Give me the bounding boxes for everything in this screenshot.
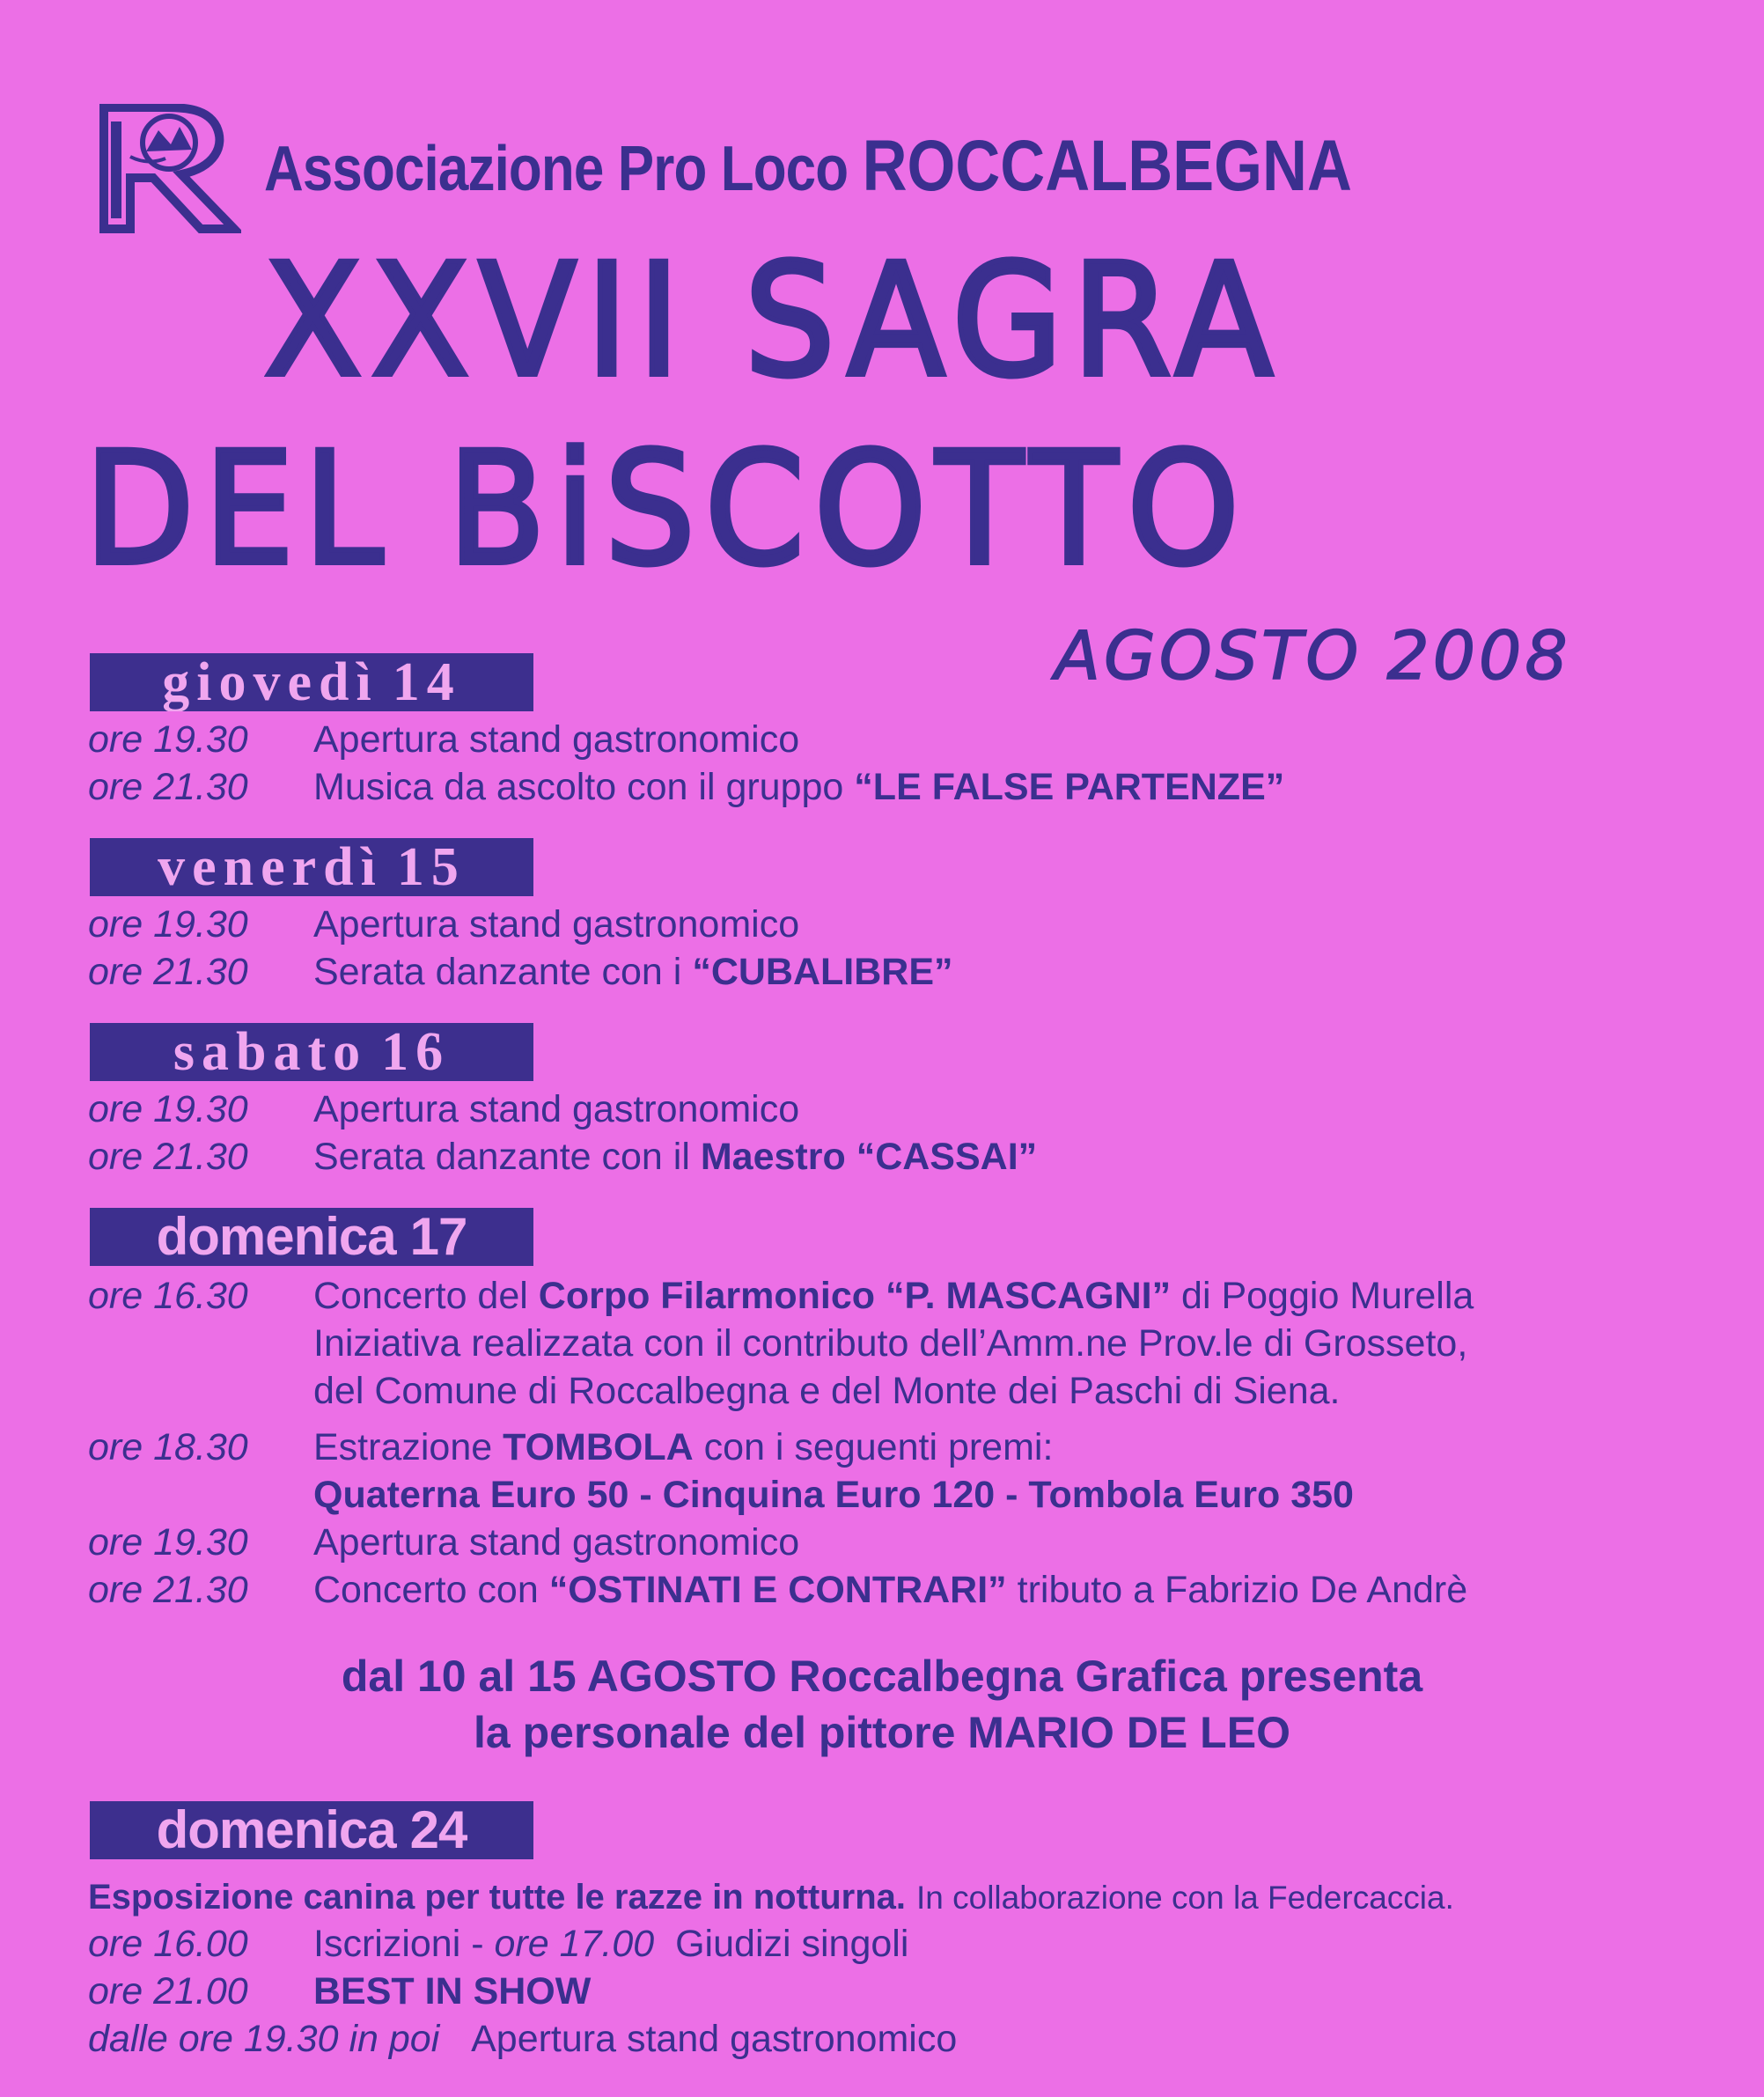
tombola-prizes: Quaterna Euro 50 - Cinquina Euro 120 - Tombola Euro 350 <box>313 1474 1354 1516</box>
event-row: ore 21.30 Concerto con “OSTINATI E CONTRARI” tributo a Fabrizio De Andrè <box>88 1569 1468 1611</box>
association-name: Associazione Pro Loco ROCCALBEGNA <box>264 126 1352 206</box>
event-row: ore 18.30 Estrazione TOMBOLA con i seguenti premi: <box>88 1426 1054 1468</box>
event-row: ore 19.30 Apertura stand gastronomico <box>88 903 800 945</box>
dog-show-intro: Esposizione canina per tutte le razze in notturna. In collaborazione con la Federcaccia. <box>88 1878 1454 1917</box>
event-row: ore 19.30 Apertura stand gastronomico <box>88 1521 800 1564</box>
day-banner-16: sabato 16 <box>90 1023 533 1081</box>
event-row: dalle ore 19.30 in poi Apertura stand gastronomico <box>88 2018 958 2060</box>
event-title-line-2: DEL BiSCOTTO <box>85 419 1249 600</box>
exhibition-line-2: la personale del pittore MARIO DE LEO <box>474 1708 1290 1757</box>
exhibition-line-1: dal 10 al 15 AGOSTO Roccalbegna Grafica presenta <box>341 1652 1423 1701</box>
sponsor-note-line-2: del Comune di Roccalbegna e del Monte dei Paschi di Siena. <box>313 1370 1341 1412</box>
day-banner-14: giovedì 14 <box>90 653 533 711</box>
event-row: ore 16.30 Concerto del Corpo Filarmonico “P. MASCAGNI” di Poggio Murella <box>88 1275 1474 1317</box>
day-banner-15: venerdì 15 <box>90 838 533 896</box>
day-banner-17: domenica 17 <box>90 1208 533 1266</box>
event-title-line-1: XXVII SAGRA <box>264 231 1283 411</box>
event-row: ore 21.30 Serata danzante con il Maestro “CASSAI” <box>88 1136 1038 1178</box>
pro-loco-logo <box>95 104 241 236</box>
sponsor-note-line-1: Iniziativa realizzata con il contributo dell’Amm.ne Prov.le di Grosseto, <box>313 1322 1468 1365</box>
event-row: ore 19.30 Apertura stand gastronomico <box>88 1088 800 1130</box>
event-row: ore 21.30 Serata danzante con i “CUBALIBRE” <box>88 951 953 993</box>
event-row: ore 16.00 Iscrizioni - ore 17.00 Giudizi singoli <box>88 1923 909 1965</box>
day-banner-24: domenica 24 <box>90 1801 533 1859</box>
event-row: ore 21.30 Musica da ascolto con il gruppo “LE FALSE PARTENZE” <box>88 766 1285 808</box>
event-month: AGOSTO 2008 <box>1055 616 1571 695</box>
event-row: ore 19.30 Apertura stand gastronomico <box>88 718 800 761</box>
event-row: ore 21.00 BEST IN SHOW <box>88 1970 592 2012</box>
